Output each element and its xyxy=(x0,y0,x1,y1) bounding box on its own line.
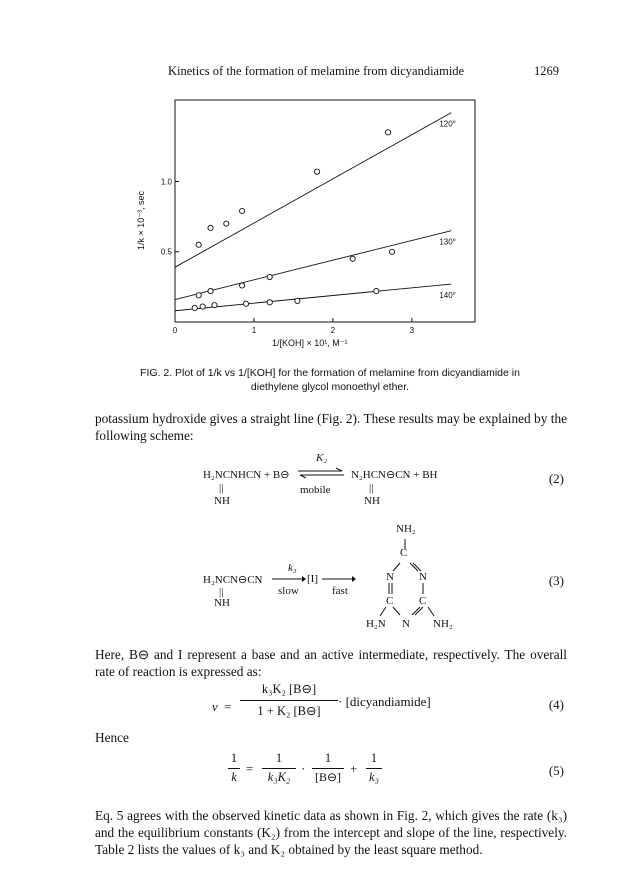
data-point xyxy=(200,304,205,309)
eq4-numerator: k₃K₂ [B⊖] xyxy=(261,682,317,696)
series-label: 130° xyxy=(439,237,456,247)
data-point xyxy=(208,288,213,293)
y-tick-label: 1.0 xyxy=(160,177,172,187)
eq5-one-b: 1 xyxy=(275,751,283,765)
eq-number-4: (4) xyxy=(548,697,564,712)
scheme3-intermediate: [I] xyxy=(307,573,318,585)
data-point xyxy=(390,249,395,254)
ring-nh2-left: H₂N xyxy=(366,618,386,630)
scheme3-bond: || xyxy=(219,586,224,598)
eq4-factor: · [dicyandiamide] xyxy=(338,694,431,709)
ring-n-right: N xyxy=(419,571,427,583)
ring-nh2-right: NH₂ xyxy=(433,618,453,630)
scheme2-nh-right: NH xyxy=(364,495,380,507)
hence-label: Hence xyxy=(95,730,129,745)
eq5-one-a: 1 xyxy=(230,751,238,765)
data-point xyxy=(267,274,272,279)
data-point xyxy=(208,225,213,230)
paragraph-2: Here, B⊖ and I represent a base and an active intermediate, respectively. The overall rate of reaction is expressed as: xyxy=(95,647,567,679)
ring-c-left: C xyxy=(386,595,394,607)
eq4-fraction-bar xyxy=(240,700,338,701)
series-line xyxy=(175,231,451,300)
scheme3-left: H₂NCN⊖CN xyxy=(203,574,263,586)
scheme2-mobile: mobile xyxy=(300,484,331,496)
data-point xyxy=(212,303,217,308)
data-point xyxy=(267,300,272,305)
eq5-k3: k₃ xyxy=(369,770,379,784)
eq4-equals: = xyxy=(224,699,232,714)
scheme3-slow: slow xyxy=(278,585,299,597)
x-tick-label: 2 xyxy=(330,326,336,335)
data-point xyxy=(224,221,229,226)
x-tick-label: 3 xyxy=(409,326,415,335)
eq5-bar-b xyxy=(262,768,296,769)
eq5-dot: · xyxy=(301,761,306,776)
x-axis-label: 1/[KOH] × 10¹, M⁻¹ xyxy=(272,338,348,348)
arrow-icon-2 xyxy=(322,574,356,584)
eq5-plus: + xyxy=(350,761,358,776)
paragraph-1: potassium hydroxide gives a straight line (Fig. 2). These results may be explained by the following scheme: xyxy=(95,411,567,443)
scheme2-left: H₂NCNHCN + B⊖ xyxy=(203,469,290,481)
page-number: 1269 xyxy=(534,64,559,78)
ring-top-nh2: NH₂ xyxy=(396,523,416,535)
scheme3-k3: k₃ xyxy=(288,562,297,574)
ring-n-bottom: N xyxy=(402,618,410,630)
series-line xyxy=(175,113,451,268)
x-tick-label: 0 xyxy=(172,326,178,335)
ring-c-right: C xyxy=(419,595,427,607)
figure-2 xyxy=(120,92,480,362)
eq5-one-d: 1 xyxy=(370,751,378,765)
scheme2-right: N₂HCN⊖CN + BH xyxy=(351,469,438,481)
eq5-equals: = xyxy=(246,761,254,776)
y-axis-label: 1/k × 10⁻³, sec xyxy=(136,190,146,250)
scheme2-k2: K₂ xyxy=(316,452,328,464)
data-point xyxy=(192,305,197,310)
data-point xyxy=(315,169,320,174)
data-point xyxy=(196,242,201,247)
series-label: 140° xyxy=(439,291,456,301)
data-point xyxy=(386,130,391,135)
arrow-icon xyxy=(272,574,306,584)
figure-caption: FIG. 2. Plot of 1/k vs 1/[KOH] for the formation of melamine from dicyandiamide in diethylene glycol monoethyl ether. xyxy=(140,367,520,393)
scheme2-bond-left: || xyxy=(219,482,224,494)
y-axis-label-box xyxy=(132,168,156,258)
eq5-bar-c xyxy=(312,768,344,769)
eq5-one-c: 1 xyxy=(324,751,332,765)
ring-c-top: C xyxy=(400,547,408,559)
data-point xyxy=(240,208,245,213)
eq5-b: [B⊖] xyxy=(314,770,342,784)
equilibrium-arrow-icon xyxy=(296,467,346,479)
data-point xyxy=(240,283,245,288)
eq-number-2: (2) xyxy=(548,471,564,486)
scheme2-bond-right: || xyxy=(369,482,374,494)
y-tick-label: 0.5 xyxy=(160,247,172,257)
data-point xyxy=(295,298,300,303)
series-label: 120° xyxy=(439,119,456,129)
chart-svg xyxy=(120,92,480,362)
eq4-denominator: 1 + K₂ [B⊖] xyxy=(257,704,321,718)
eq5-bar-a xyxy=(228,768,240,769)
eq5-k3k2: k₃K₂ xyxy=(267,770,291,784)
ring-n-left: N xyxy=(386,571,394,583)
paragraph-3: Eq. 5 agrees with the observed kinetic data as shown in Fig. 2, which gives the rate (k₃) and the equilibrium constants (K₂) from the intercept and slope of the line, respectively. Table 2 lists the values of k₃ and K₂ obtained by the least square method. xyxy=(95,808,567,857)
data-point xyxy=(374,288,379,293)
scheme3-nh: NH xyxy=(214,597,230,609)
scheme2-nh-left: NH xyxy=(214,495,230,507)
eq-number-5: (5) xyxy=(548,763,564,778)
scheme3-fast: fast xyxy=(332,585,348,597)
eq5-k: k xyxy=(231,770,237,784)
eq-number-3: (3) xyxy=(548,573,564,588)
data-point xyxy=(196,293,201,298)
x-tick-label: 1 xyxy=(251,326,257,335)
data-point xyxy=(243,301,248,306)
data-point xyxy=(350,256,355,261)
eq4-lhs: v xyxy=(212,699,218,714)
eq5-bar-d xyxy=(366,768,382,769)
running-title: Kinetics of the formation of melamine from dicyandiamide xyxy=(168,64,465,78)
